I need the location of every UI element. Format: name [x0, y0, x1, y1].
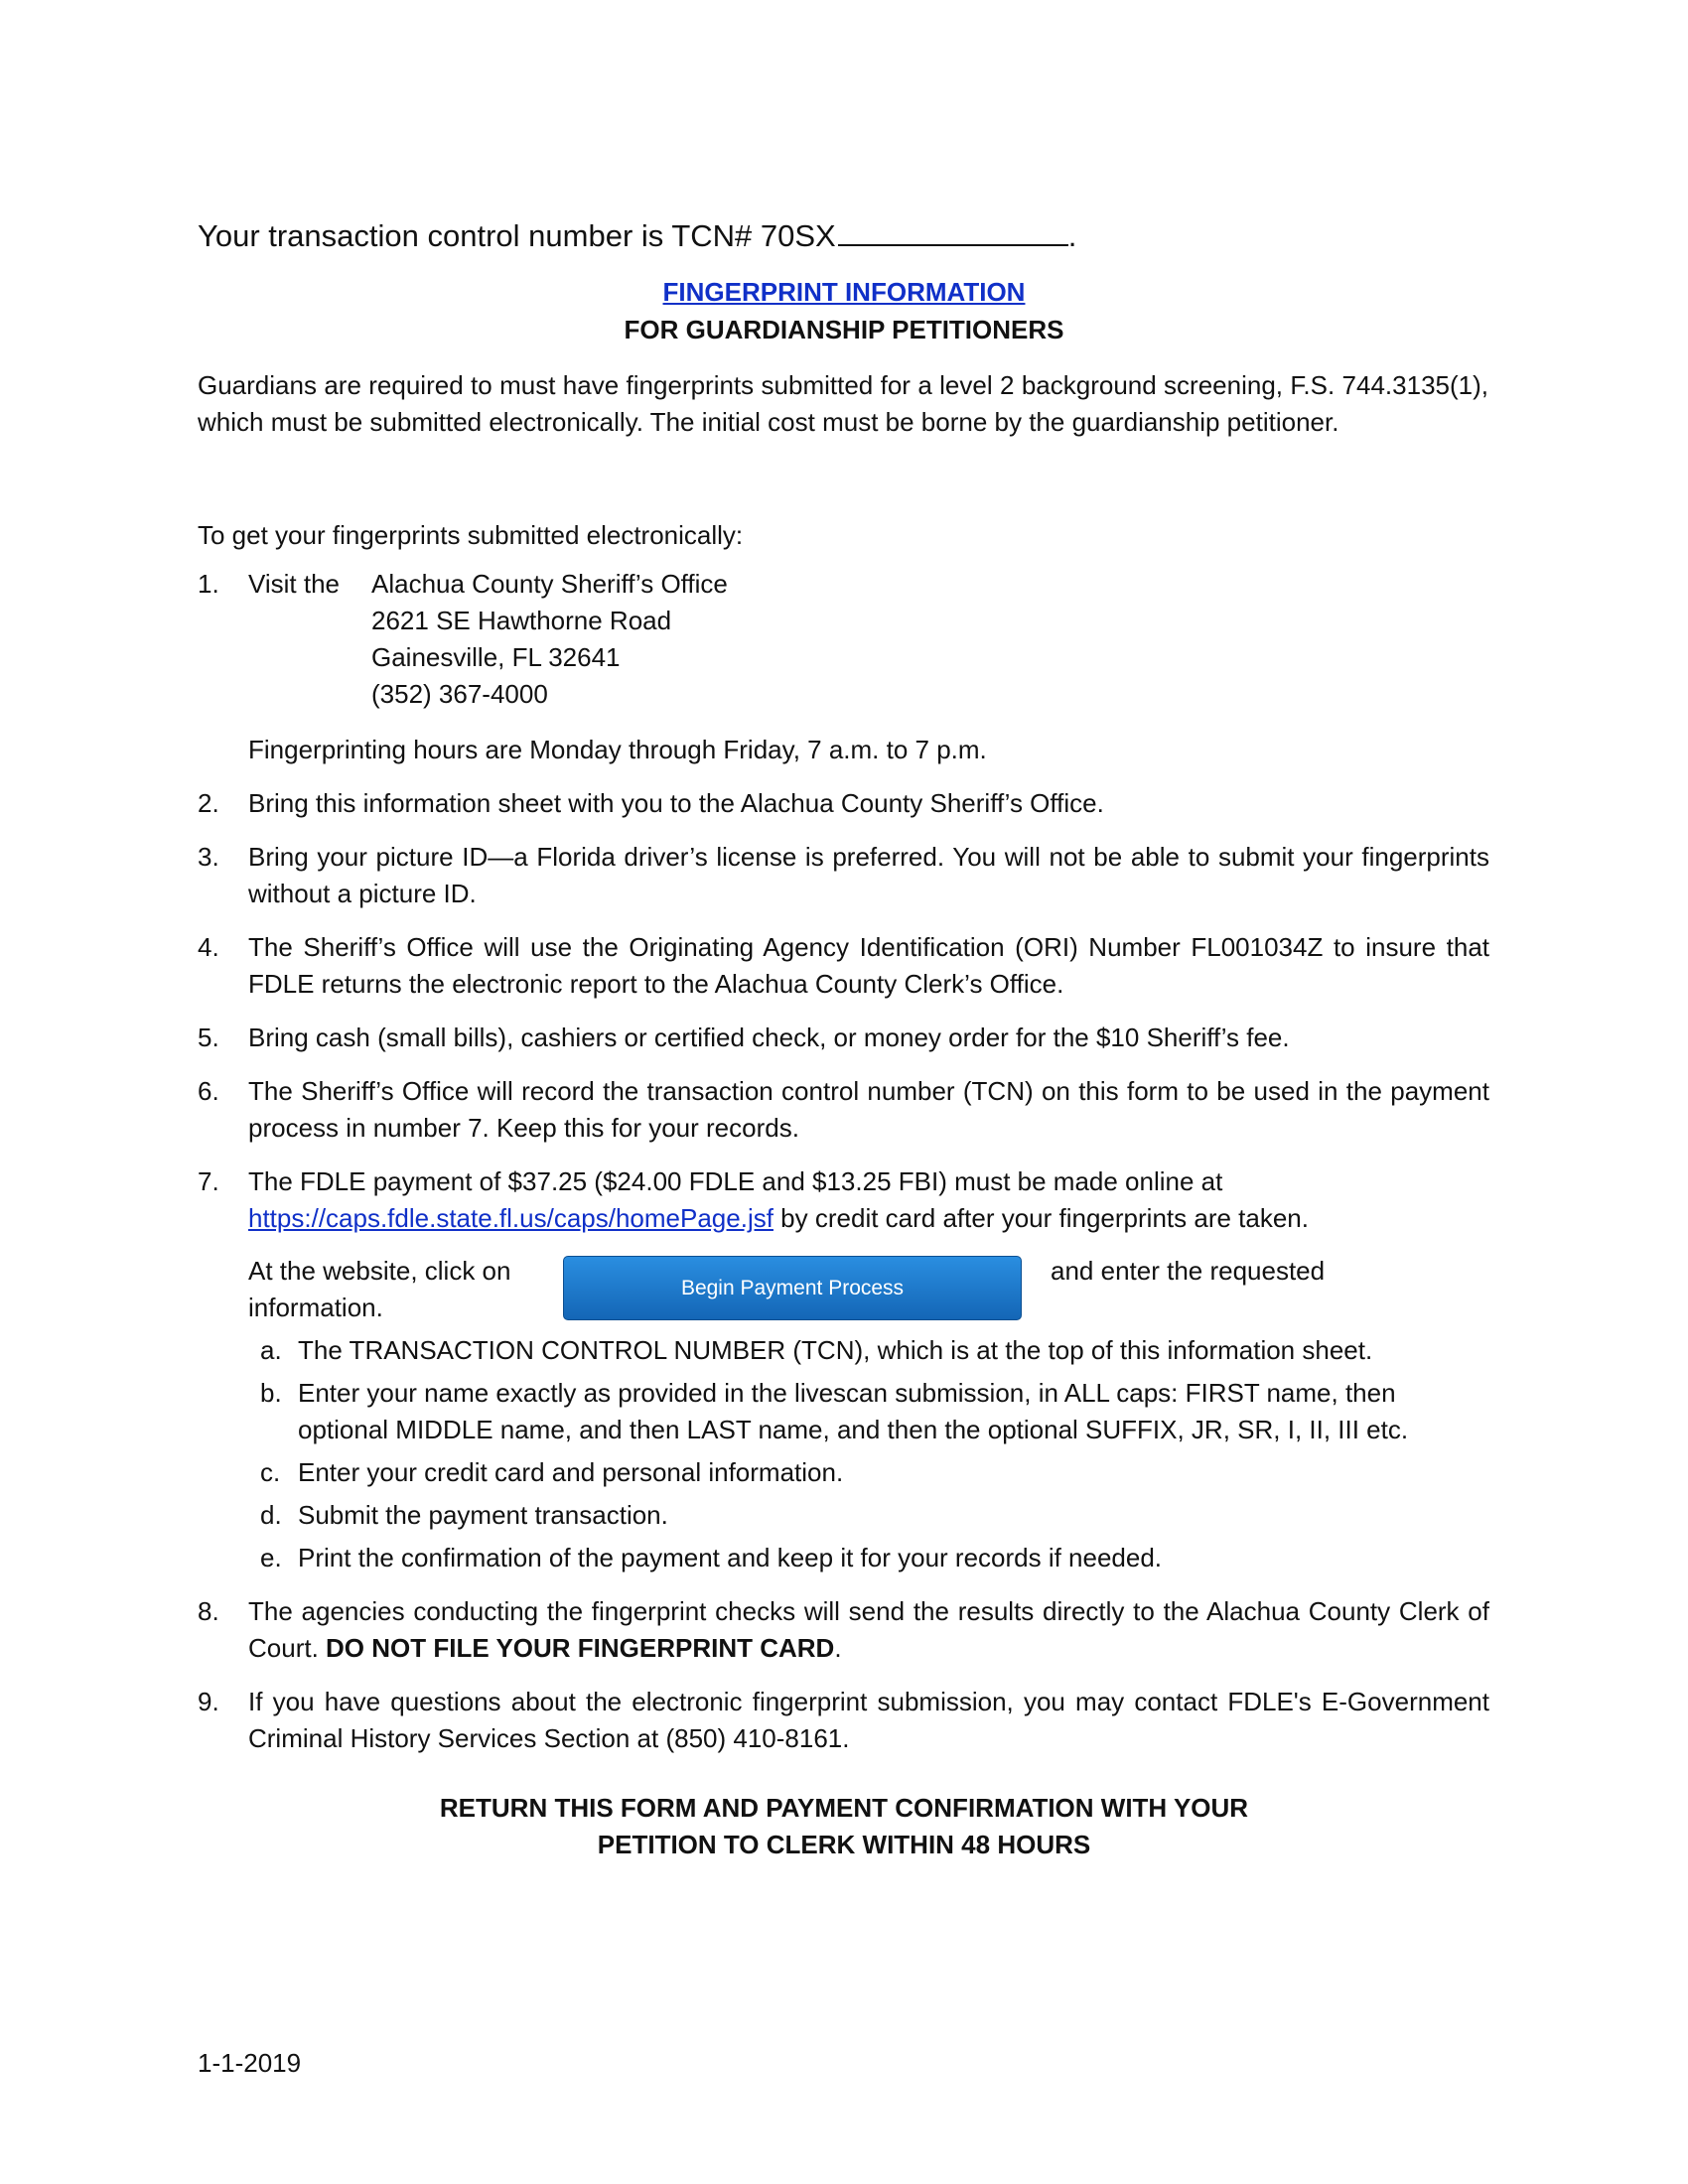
step-5-number: 5. [198, 1023, 219, 1052]
intro-paragraph: Guardians are required to must have fingerprints submitted for a level 2 background screening, F.S. 744.3135(1), which must be submitted electronically. The initial cost must be borne by the guardianship petitioner. [198, 370, 1488, 437]
website-before-text: At the website, click on [248, 1256, 511, 1286]
step-3-text: Bring your picture ID—a Florida driver’s license is preferred. You will not be able to submit your fingerprints without a picture ID. [248, 842, 1489, 908]
step-8-text [248, 1593, 1489, 1667]
step-7-link-after: by credit card after your fingerprints are taken. [773, 1203, 1309, 1233]
address-street: 2621 SE Hawthorne Road [371, 606, 672, 635]
to-get-heading: To get your fingerprints submitted electronically: [198, 520, 744, 550]
step-1-hours: Fingerprinting hours are Monday through Friday, 7 a.m. to 7 p.m. [248, 735, 987, 764]
revision-date: 1-1-2019 [198, 2048, 302, 2078]
substep-d-letter: d. [260, 1500, 282, 1530]
address-phone: (352) 367-4000 [371, 679, 548, 709]
step-3-number: 3. [198, 842, 219, 872]
substep-a-letter: a. [260, 1335, 282, 1365]
substep-e-letter: e. [260, 1543, 282, 1572]
step-6-text: The Sheriff’s Office will record the transaction control number (TCN) on this form to be used in the payment process in number 7. Keep this for your records. [248, 1076, 1489, 1143]
substep-e-text: Print the confirmation of the payment and keep it for your records if needed. [298, 1543, 1163, 1572]
tcn-prefix: Your transaction control number is TCN# 70SX [198, 218, 836, 253]
address-city: Gainesville, FL 32641 [371, 642, 621, 672]
step-6-number: 6. [198, 1076, 219, 1106]
step-4-number: 4. [198, 932, 219, 962]
step-7-link-line [248, 1200, 1489, 1237]
substep-d-text: Submit the payment transaction. [298, 1500, 668, 1530]
page-subtitle: FOR GUARDIANSHIP PETITIONERS [624, 315, 1064, 344]
step-2-text: Bring this information sheet with you to the Alachua County Sheriff’s Office. [248, 788, 1104, 818]
website-after-text-2: information. [248, 1293, 383, 1322]
step-7-text: The FDLE payment of $37.25 ($24.00 FDLE and $13.25 FBI) must be made online at [248, 1166, 1223, 1196]
step-4-text: The Sheriff’s Office will use the Originating Agency Identification (ORI) Number FL001034Z to insure that FDLE returns the electronic report to the Alachua County Clerk’s Office. [248, 932, 1489, 999]
step-8-end: . [834, 1633, 842, 1663]
step-8-number: 8. [198, 1596, 219, 1626]
step-8-warning: DO NOT FILE YOUR FINGERPRINT CARD [326, 1633, 835, 1663]
step-7-number: 7. [198, 1166, 219, 1196]
return-instruction-line-1: RETURN THIS FORM AND PAYMENT CONFIRMATION WITH YOUR [439, 1793, 1249, 1823]
substep-b-letter: b. [260, 1378, 282, 1408]
begin-payment-button[interactable]: Begin Payment Process [563, 1256, 1022, 1320]
tcn-suffix: . [1067, 218, 1077, 253]
step-5-text: Bring cash (small bills), cashiers or certified check, or money order for the $10 Sheriff’s fee. [248, 1023, 1290, 1052]
substep-a-text: The TRANSACTION CONTROL NUMBER (TCN), which is at the top of this information sheet. [298, 1335, 1373, 1365]
substep-c-letter: c. [260, 1457, 281, 1487]
address-name: Alachua County Sheriff’s Office [371, 569, 728, 599]
substep-c-text: Enter your credit card and personal information. [298, 1457, 844, 1487]
website-after-text: and enter the requested [1051, 1256, 1326, 1286]
fdle-payment-link[interactable]: https://caps.fdle.state.fl.us/caps/homePage.jsf [248, 1203, 774, 1233]
step-8-body: The agencies conducting the fingerprint checks will send the results directly to the Alachua County Clerk of Court. [248, 1596, 1489, 1663]
step-9-number: 9. [198, 1687, 219, 1716]
return-instruction-line-2: PETITION TO CLERK WITHIN 48 HOURS [597, 1830, 1091, 1859]
tcn-blank-field[interactable] [838, 216, 1068, 246]
step-9-text: If you have questions about the electronic fingerprint submission, you may contact FDLE's E-Government Criminal History Services Section at (850) 410-8161. [248, 1687, 1489, 1753]
step-2-number: 2. [198, 788, 219, 818]
substep-b-text: Enter your name exactly as provided in the livescan submission, in ALL caps: FIRST name, then optional MIDDLE name, and then LAST name, and then the optional SUFFIX, JR, SR, I, II, III etc. [298, 1378, 1409, 1444]
step-1-text: Visit the [248, 569, 341, 599]
tcn-line [198, 216, 1076, 254]
page-title: FINGERPRINT INFORMATION [662, 277, 1026, 307]
step-1-number: 1. [198, 569, 219, 599]
